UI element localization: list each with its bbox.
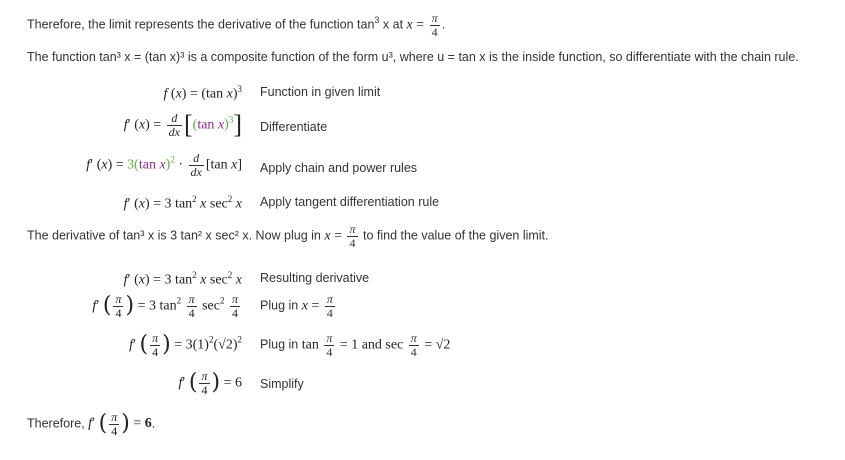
step1-desc-2: Differentiate [260,120,328,134]
conclusion-prefix: Therefore, [27,416,85,431]
step1-desc-4: Apply tangent differentiation rule [260,195,440,209]
eq-chain-rule: f′ (x) = 3(tan x)$^2$ · $\frac{d}{dx}$ [tan x] [86,151,242,179]
intro-line-2: The function tan³ x = (tan x)³ is a composite function of the form u³, where u = tan x is the inside function, so differentiate with the chain rule. [27,50,799,64]
middle-text-b: to find the value of the given limit. [362,228,549,243]
eq-simplify: f′ ( $\frac{\pi}{4}$ ) = 6 [178,369,242,397]
eq-tangent-rule: f′ (x) = 3 $\tan^2 x$ $\sec^2 x$ [123,194,242,212]
intro-line-1-text: Therefore, the limit represents the derivative of the function tan [27,17,375,32]
step2-desc-3: Plug in tan $\frac{\pi}{4}$ = 1 and sec $\frac{\pi}{4}$ = √2 [260,331,451,359]
step2-desc-2-text: Plug in [260,298,299,313]
conclusion: Therefore, f′ ( $\frac{\pi}{4}$ ) = 6. [27,410,156,438]
step2-desc-4: Simplify [260,377,304,391]
middle-line: The derivative of tan³ x is 3 tan² x sec² x. Now plug in x = $\frac{\pi}{4}$ to find the value of the given limit. [27,222,549,250]
middle-text-a: The derivative of tan³ x is 3 tan² x sec² x. Now plug in [27,228,321,243]
eq-values: f′ ( $\frac{\pi}{4}$ ) = $3(1)^2(√2)^2$ [129,331,242,359]
step2-desc-3-text: Plug in [260,337,299,352]
eq-differentiate: f′ (x) = $\frac{d}{dx}$ [(tan x)$^3$] [123,110,242,140]
conclusion-value: 6 [144,416,152,432]
intro-line-1: Therefore, the limit represents the derivative of the function $\tan^3 x$ at x = $\frac{\pi}{4}$ . [27,11,446,39]
step2-desc-1: Resulting derivative [260,271,370,285]
step2-desc-3-mid: = 1 and sec [339,337,404,353]
eq-f-of-x: f (x) = (tan x)$^3$ [163,84,242,102]
step2-desc-2: Plug in x = $\frac{\pi}{4}$ [260,292,333,320]
eq-resulting-derivative: f′ (x) = 3 $\tan^2 x$ $\sec^2 x$ [123,270,242,288]
eq-plug-in: f′ ( $\frac{\pi}{4}$ ) = 3 $\tan^2$ $\frac{\pi}{4}$ $\sec^2$ $\frac{\pi}{4}$ [92,292,238,320]
step1-desc-1: Function in given limit [260,85,381,99]
step1-desc-3: Apply chain and power rules [260,161,418,175]
intro-line-1-fn: x at [382,17,404,32]
